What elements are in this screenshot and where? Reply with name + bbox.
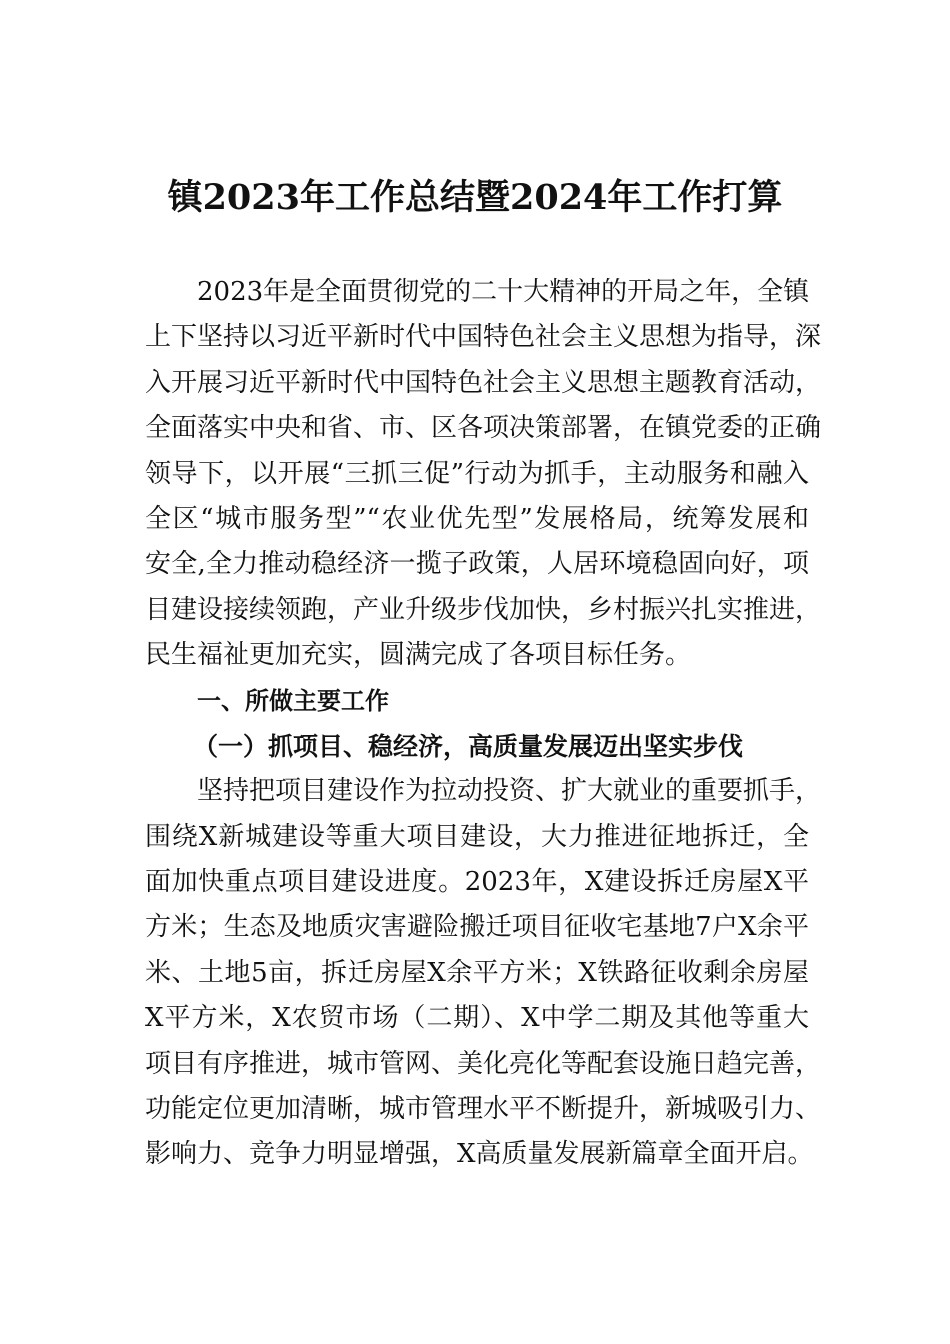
paragraph-line: 目建设接续领跑，产业升级步伐加快，乡村振兴扎实推进， <box>145 594 822 625</box>
section-heading: 一、所做主要工作 <box>197 686 389 715</box>
paragraph-line: 全面落实中央和省、市、区各项决策部署，在镇党委的正确 <box>145 413 822 444</box>
paragraph-line: X平方米，X农贸市场（二期）、X中学二期及其他等重大 <box>145 1003 809 1034</box>
paragraph-line: 全区“城市服务型”“农业优先型”发展格局，统筹发展和 <box>145 503 809 534</box>
paragraph-line: 围绕X新城建设等重大项目建设，大力推进征地拆迁，全 <box>145 821 809 852</box>
intro-paragraph <box>145 270 822 679</box>
paragraph-line: 2023年是全面贯彻党的二十大精神的开局之年，全镇 <box>197 277 810 307</box>
subsection-heading: （一）抓项目、稳经济，高质量发展迈出坚实步伐 <box>193 731 744 761</box>
paragraph-line: 影响力、竞争力明显增强，X高质量发展新篇章全面开启。 <box>145 1139 814 1170</box>
document-title: 镇2023年工作总结暨2024年工作打算 <box>167 177 783 218</box>
document-body <box>145 270 822 1178</box>
paragraph-line: 坚持把项目建设作为拉动投资、扩大就业的重要抓手， <box>197 776 822 807</box>
paragraph-line: 米、土地5亩，拆迁房屋X余平方米；X铁路征收剩余房屋 <box>145 957 809 988</box>
paragraph-line: 功能定位更加清晰，城市管理水平不断提升，新城吸引力、 <box>145 1094 822 1125</box>
paragraph-line: 方米；生态及地质灾害避险搬迁项目征收宅基地7户X余平 <box>145 912 809 943</box>
paragraph-line: 民生福祉更加充实，圆满完成了各项目标任务。 <box>145 640 692 671</box>
paragraph-line: 领导下，以开展“三抓三促”行动为抓手，主动服务和融入 <box>145 458 809 489</box>
paragraph-line: 面加快重点项目建设进度。2023年，X建设拆迁房屋X平 <box>145 867 809 898</box>
paragraph-line: 项目有序推进，城市管网、美化亮化等配套设施日趋完善， <box>145 1048 822 1079</box>
subsection-paragraph <box>145 769 822 1178</box>
paragraph-line: 上下坚持以习近平新时代中国特色社会主义思想为指导，深 <box>145 322 822 353</box>
paragraph-line: 入开展习近平新时代中国特色社会主义思想主题教育活动， <box>145 367 822 398</box>
paragraph-line: 安全,全力推动稳经济一揽子政策，人居环境稳固向好，项 <box>145 549 809 580</box>
